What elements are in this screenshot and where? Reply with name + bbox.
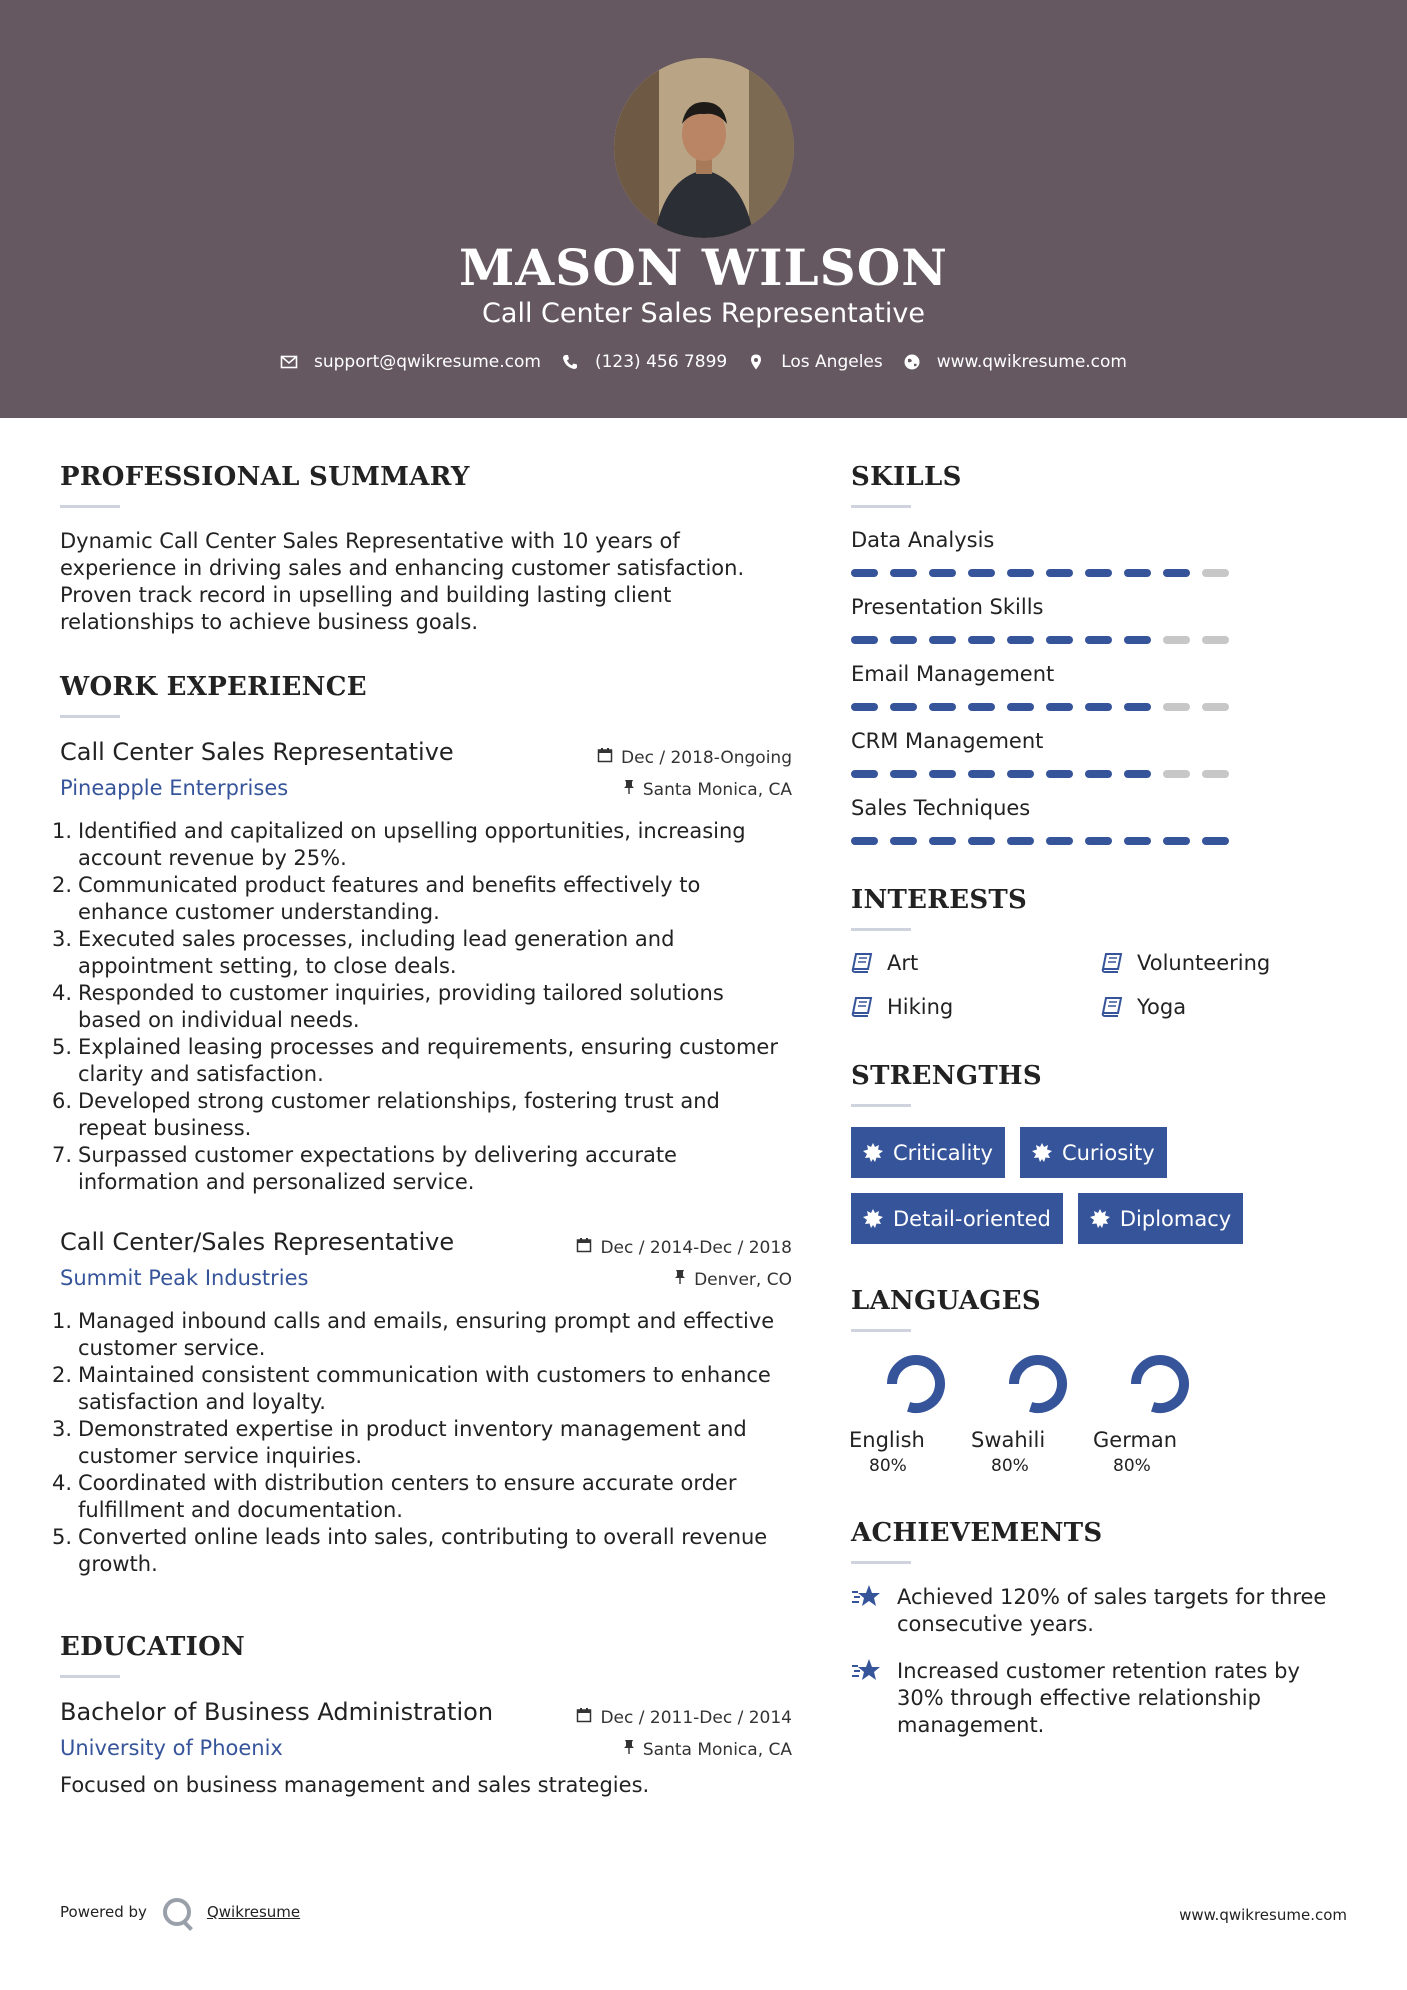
skill-dot xyxy=(1007,636,1034,644)
strength-tag: Criticality xyxy=(851,1127,1005,1178)
contact-phone[interactable] xyxy=(561,352,727,372)
language-item xyxy=(1093,1336,1217,1476)
work-heading: WORK EXPERIENCE xyxy=(60,672,367,702)
skill-dot xyxy=(1163,703,1190,711)
skill-name: Data Analysis xyxy=(851,528,995,552)
skill-dot xyxy=(851,837,878,845)
education-heading: EDUCATION xyxy=(60,1632,246,1662)
right-column xyxy=(851,462,1351,1759)
email-text: support@qwikresume.com xyxy=(314,352,541,372)
language-ring xyxy=(1130,1354,1190,1414)
skill-name: Sales Techniques xyxy=(851,796,1031,820)
calendar-icon xyxy=(576,1702,592,1734)
skill-dot xyxy=(1124,569,1151,577)
badge-icon xyxy=(1032,1143,1052,1163)
star-icon xyxy=(851,1584,881,1638)
achievements-list xyxy=(851,1584,1351,1739)
job-dates: Dec / 2014-Dec / 2018 xyxy=(600,1238,792,1258)
footer-powered xyxy=(60,1898,300,1926)
skill-name: Email Management xyxy=(851,662,1055,686)
list-item: 1. Identified and capitalized on upselling opportunities, increasing account revenue by 25%. xyxy=(52,819,746,870)
skill-dot xyxy=(1007,837,1034,845)
skill-dot xyxy=(968,837,995,845)
language-name: German xyxy=(1093,1428,1178,1452)
skill-item xyxy=(851,528,1351,577)
interests-heading: INTERESTS xyxy=(851,885,1028,915)
section-rule xyxy=(851,1329,911,1332)
skill-dot xyxy=(1085,837,1112,845)
company-name: Pineapple Enterprises xyxy=(60,776,289,800)
list-item: 3. Demonstrated expertise in product inventory management and customer service inquiries. xyxy=(52,1417,747,1468)
skill-dot xyxy=(1163,837,1190,845)
section-rule xyxy=(851,928,911,931)
skill-dot xyxy=(1046,837,1073,845)
list-item: 1. Managed inbound calls and emails, ensuring prompt and effective customer service. xyxy=(52,1309,775,1360)
skill-dot xyxy=(890,636,917,644)
map-pin-icon xyxy=(747,353,765,371)
list-item: 4. Coordinated with distribution centers to ensure accurate order fulfillment and documentation. xyxy=(52,1471,737,1522)
skill-dot xyxy=(1202,569,1229,577)
language-percent: 80% xyxy=(991,1456,1029,1476)
footer-site[interactable]: www.qwikresume.com xyxy=(1179,1906,1347,1924)
degree-title: Bachelor of Business Administration xyxy=(60,1698,494,1726)
summary-text: Dynamic Call Center Sales Representative with 10 years of experience in driving sales and enhancing customer satisfaction. Proven track record in upselling and building lasting client relationships to achieve business goals. xyxy=(60,529,745,634)
skill-dot xyxy=(1085,636,1112,644)
skill-dot xyxy=(1163,636,1190,644)
language-item xyxy=(971,1336,1095,1476)
list-item: 7. Surpassed customer expectations by delivering accurate information and personalized service. xyxy=(52,1143,677,1194)
location-text: Los Angeles xyxy=(781,352,883,372)
language-item xyxy=(849,1336,973,1476)
skill-dot xyxy=(1124,703,1151,711)
skill-level-bar xyxy=(851,837,1351,845)
interest-item: Yoga xyxy=(1101,995,1351,1019)
skill-dot xyxy=(1085,770,1112,778)
skill-dot xyxy=(929,837,956,845)
job-meta xyxy=(576,1232,792,1296)
education-dates: Dec / 2011-Dec / 2014 xyxy=(600,1708,792,1728)
website-text: www.qwikresume.com xyxy=(936,352,1127,372)
pushpin-icon xyxy=(674,1264,686,1296)
skill-dot xyxy=(1202,770,1229,778)
skill-dot xyxy=(929,636,956,644)
profile-photo xyxy=(614,58,794,238)
section-rule xyxy=(60,505,120,508)
skill-item xyxy=(851,662,1351,711)
skill-dot xyxy=(890,569,917,577)
skill-dot xyxy=(1046,636,1073,644)
skill-dot xyxy=(929,770,956,778)
skill-dot xyxy=(1007,569,1034,577)
job-meta xyxy=(597,742,792,806)
section-rule xyxy=(851,505,911,508)
skill-dot xyxy=(851,636,878,644)
job-location: Denver, CO xyxy=(694,1270,792,1290)
star-icon xyxy=(851,1658,881,1739)
skills-list xyxy=(851,528,1351,845)
skill-name: Presentation Skills xyxy=(851,595,1044,619)
skill-level-bar xyxy=(851,703,1351,711)
achievement-item: Achieved 120% of sales targets for three consecutive years. xyxy=(851,1584,1351,1638)
education-location: Santa Monica, CA xyxy=(642,1740,792,1760)
skill-level-bar xyxy=(851,569,1351,577)
skill-level-bar xyxy=(851,770,1351,778)
resume-header xyxy=(0,0,1407,418)
languages-heading: LANGUAGES xyxy=(851,1286,1041,1316)
pushpin-icon xyxy=(623,774,635,806)
skill-dot xyxy=(1124,770,1151,778)
list-item: 2. Maintained consistent communication with customers to enhance satisfaction and loyalty. xyxy=(52,1363,771,1414)
language-ring-arc xyxy=(1014,1360,1062,1408)
skill-dot xyxy=(968,569,995,577)
envelope-icon xyxy=(280,353,298,371)
language-percent: 80% xyxy=(869,1456,907,1476)
company-name: Summit Peak Industries xyxy=(60,1266,309,1290)
section-rule xyxy=(60,1675,120,1678)
calendar-icon xyxy=(597,742,613,774)
strengths-heading: STRENGTHS xyxy=(851,1061,1042,1091)
achievement-item: Increased customer retention rates by 30% through effective relationship management. xyxy=(851,1658,1351,1739)
contact-bar xyxy=(0,352,1407,372)
education-meta xyxy=(576,1702,792,1766)
job-entry xyxy=(52,738,792,1196)
section-rule xyxy=(851,1561,911,1564)
calendar-icon xyxy=(576,1232,592,1264)
job-title: Call Center Sales Representative xyxy=(60,738,454,766)
skill-item xyxy=(851,729,1351,778)
list-item: 6. Developed strong customer relationships, fostering trust and repeat business. xyxy=(52,1089,720,1140)
education-note: Focused on business management and sales strategies. xyxy=(60,1773,650,1797)
job-location: Santa Monica, CA xyxy=(642,780,792,800)
job-bullets xyxy=(52,1308,792,1578)
phone-icon xyxy=(561,353,579,371)
phone-text: (123) 456 7899 xyxy=(594,352,728,372)
language-percent: 80% xyxy=(1113,1456,1151,1476)
contact-email[interactable] xyxy=(280,352,541,372)
list-item: 4. Responded to customer inquiries, providing tailored solutions based on individual needs. xyxy=(52,981,724,1032)
skill-dot xyxy=(1046,703,1073,711)
strength-tag: Diplomacy xyxy=(1078,1193,1243,1244)
skill-level-bar xyxy=(851,636,1351,644)
section-rule xyxy=(851,1104,911,1107)
skill-dot xyxy=(851,569,878,577)
skill-dot xyxy=(1202,636,1229,644)
skill-dot xyxy=(890,837,917,845)
badge-icon xyxy=(863,1209,883,1229)
book-icon xyxy=(851,997,873,1017)
list-item: 5. Explained leasing processes and requirements, ensuring customer clarity and satisfaction. xyxy=(52,1035,778,1086)
candidate-title: Call Center Sales Representative xyxy=(482,298,925,329)
skill-dot xyxy=(890,770,917,778)
list-item: 3. Executed sales processes, including lead generation and appointment setting, to close deals. xyxy=(52,927,675,978)
school-name: University of Phoenix xyxy=(60,1736,283,1760)
strengths-list xyxy=(851,1127,1321,1244)
book-icon xyxy=(1101,997,1123,1017)
skill-dot xyxy=(929,703,956,711)
skill-dot xyxy=(968,636,995,644)
book-icon xyxy=(1101,953,1123,973)
brand-link[interactable]: Qwikresume xyxy=(206,1903,301,1921)
skill-dot xyxy=(1163,770,1190,778)
skill-dot xyxy=(890,703,917,711)
strength-tag: Curiosity xyxy=(1020,1127,1167,1178)
language-ring xyxy=(886,1354,946,1414)
skill-dot xyxy=(851,770,878,778)
skill-dot xyxy=(1085,703,1112,711)
skill-dot xyxy=(851,703,878,711)
skill-dot xyxy=(1046,569,1073,577)
language-name: Swahili xyxy=(971,1428,1046,1452)
language-ring-arc xyxy=(892,1360,940,1408)
candidate-name: MASON WILSON xyxy=(459,238,948,297)
interest-item: Volunteering xyxy=(1101,951,1351,975)
interest-item: Hiking xyxy=(851,995,1101,1019)
skill-dot xyxy=(1202,703,1229,711)
pushpin-icon xyxy=(623,1734,635,1766)
skill-dot xyxy=(929,569,956,577)
skill-dot xyxy=(1163,569,1190,577)
skill-dot xyxy=(1007,770,1034,778)
qwikresume-logo-icon xyxy=(163,1898,191,1926)
education-entry xyxy=(60,1698,792,1799)
skill-dot xyxy=(1124,636,1151,644)
globe-icon xyxy=(903,353,921,371)
job-title: Call Center/Sales Representative xyxy=(60,1228,455,1256)
skill-name: CRM Management xyxy=(851,729,1044,753)
interests-list xyxy=(851,951,1351,1019)
skill-dot xyxy=(1007,703,1034,711)
contact-location xyxy=(747,352,883,372)
badge-icon xyxy=(1090,1209,1110,1229)
skill-item xyxy=(851,595,1351,644)
language-name: English xyxy=(849,1428,925,1452)
job-bullets xyxy=(52,818,792,1196)
interest-item: Art xyxy=(851,951,1101,975)
skills-heading: SKILLS xyxy=(851,462,962,492)
book-icon xyxy=(851,953,873,973)
job-entry xyxy=(52,1228,792,1578)
skill-dot xyxy=(968,703,995,711)
language-ring-arc xyxy=(1136,1360,1184,1408)
summary-heading: PROFESSIONAL SUMMARY xyxy=(60,462,470,492)
powered-by-label: Powered by xyxy=(60,1903,147,1921)
skill-item xyxy=(851,796,1351,845)
badge-icon xyxy=(863,1143,883,1163)
list-item: 5. Converted online leads into sales, contributing to overall revenue growth. xyxy=(52,1525,768,1576)
list-item: 2. Communicated product features and benefits effectively to enhance customer understanding. xyxy=(52,873,701,924)
skill-dot xyxy=(1202,837,1229,845)
skill-dot xyxy=(1124,837,1151,845)
language-ring xyxy=(1008,1354,1068,1414)
skill-dot xyxy=(1085,569,1112,577)
languages-list xyxy=(851,1336,1351,1476)
skill-dot xyxy=(968,770,995,778)
skill-dot xyxy=(1046,770,1073,778)
job-dates: Dec / 2018-Ongoing xyxy=(621,748,792,768)
strength-tag: Detail-oriented xyxy=(851,1193,1063,1244)
left-column xyxy=(52,462,792,1799)
achievements-heading: ACHIEVEMENTS xyxy=(851,1518,1103,1548)
contact-website[interactable] xyxy=(903,352,1127,372)
section-rule xyxy=(60,715,120,718)
